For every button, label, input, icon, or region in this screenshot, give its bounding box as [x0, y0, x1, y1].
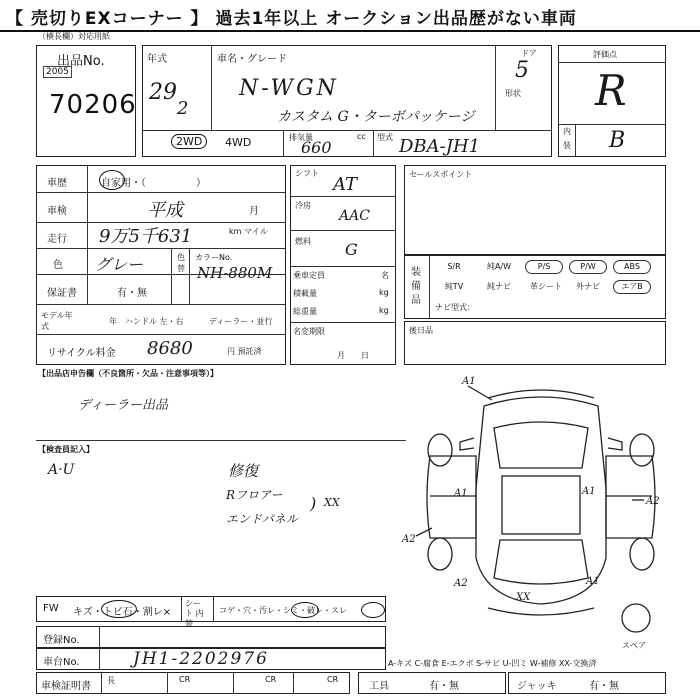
recycle-label: リサイクル料金: [47, 348, 116, 359]
drive-4wd: 4WD: [225, 136, 252, 149]
displacement-unit: cc: [357, 132, 366, 141]
history-circle: [99, 170, 125, 190]
chassis-label: 車台No.: [43, 657, 80, 668]
drive-2wd: 2WD: [171, 134, 207, 149]
lot-number: 70206: [49, 90, 137, 120]
inspection-label: 車検: [47, 206, 67, 217]
inspector-line3: エンドパネル: [226, 512, 298, 526]
displacement-value: 660: [301, 138, 332, 157]
fw-label: FW: [43, 603, 59, 614]
equip-ext-navi: 外ナビ: [576, 282, 600, 291]
grade-value: カスタム G・ターボパッケージ: [277, 109, 475, 125]
vehicle-info-box: [142, 45, 552, 157]
jack-value: 有・無: [589, 681, 619, 692]
dealer-label: ディーラー・並行: [209, 317, 273, 326]
color-no-value: NH-880M: [197, 264, 273, 282]
door-value: 5: [515, 58, 529, 83]
capacity-label: 乗車定員: [293, 271, 325, 280]
seller-notes-label: 【出品店申告欄（不良箇所・欠品・注意事項等）】: [38, 369, 218, 378]
history-box: [36, 165, 286, 365]
aircon-value: AAC: [339, 208, 370, 224]
tools-label: 工具: [369, 681, 389, 692]
handle-label: ハンドル 左・右: [125, 317, 184, 326]
name-value: N-WGN: [239, 76, 339, 101]
shift-value: AT: [333, 174, 358, 195]
interior-value: B: [609, 128, 626, 153]
model-value: DBA-JH1: [399, 136, 481, 157]
inspector-label: 【検査員記入】: [38, 445, 94, 454]
registration-row: [36, 626, 386, 648]
interior-label-1: 内: [563, 127, 571, 136]
jack-row: [508, 672, 666, 694]
door-label: ドア: [521, 49, 537, 58]
equip-pw: P/W: [569, 260, 607, 274]
capacity-unit: 名: [381, 271, 389, 280]
color-value: グレー: [95, 255, 144, 274]
month-value: 2: [177, 98, 189, 119]
warranty-label: 保証書: [47, 288, 77, 299]
equip-alloy: 純A/W: [486, 262, 512, 271]
equip-leather: 革シート: [530, 282, 562, 291]
header-title: 【 売切りEXコーナー 】 過去1年以上 オークション出品歴がない車両: [6, 9, 577, 29]
score-label: 評価点: [593, 50, 617, 59]
name-label: 車名・グレード: [217, 54, 287, 65]
seat-circle-2: [361, 602, 385, 618]
inspector-line1-left: A·U: [48, 462, 75, 478]
jack-label: ジャッキ: [517, 681, 557, 692]
shift-label: シフト: [295, 169, 319, 178]
color-label: 色: [53, 260, 63, 271]
fw-seat-row: [36, 596, 386, 628]
load-label: 積載量: [293, 289, 317, 298]
registration-label: 登録No.: [43, 635, 80, 646]
docs-cell-1: 長: [107, 676, 115, 685]
mark-rear-left-a2: A2: [454, 578, 468, 589]
equipment-label: 装備品: [411, 267, 421, 306]
docs-label: 車検証明書: [41, 681, 91, 692]
sales-point-label: セールスポイント: [409, 170, 473, 179]
displacement-label: 排気量: [289, 133, 313, 142]
equip-abs: ABS: [613, 260, 651, 274]
equip-sr: S/R: [447, 262, 461, 271]
score-value: R: [595, 66, 627, 115]
model-year-label: モデル年式: [41, 311, 73, 331]
lot-label: 出品No.: [57, 54, 105, 69]
equip-navi: 純ナビ: [487, 282, 511, 291]
seat-values: コゲ・穴・汚レ・シミ・破レ・スレ: [219, 606, 347, 615]
weight-unit: kg: [379, 306, 389, 315]
inspector-line1-right: 修復: [228, 462, 259, 480]
inspection-month: 月: [249, 206, 259, 217]
model-label: 型式: [377, 133, 393, 142]
mark-rear-xx: XX: [516, 592, 531, 603]
load-unit: kg: [379, 288, 389, 297]
form-note: （横長欄）対応用紙: [38, 32, 110, 41]
tools-row: [358, 672, 506, 694]
seller-notes-value: ディーラー出品: [78, 398, 168, 413]
mileage-value: 9万5千631: [99, 226, 193, 247]
equip-airbag: エアB: [613, 280, 651, 294]
mark-left-a1: A1: [454, 488, 468, 499]
lot-year-box: 2005: [43, 66, 72, 78]
score-box: [558, 45, 666, 157]
mark-front-a1: A1: [462, 376, 476, 387]
recycle-value: 8680: [147, 338, 193, 359]
history-label: 車歴: [47, 178, 67, 189]
inspector-mark: XX: [324, 496, 340, 509]
docs-cell-3: CR: [265, 675, 277, 684]
fuel-value: G: [345, 240, 358, 259]
model-year-unit: 年: [109, 317, 117, 326]
docs-cell-2: CR: [179, 675, 191, 684]
year-label: 年式: [147, 54, 167, 65]
damage-legend: A-キズ C-腐食 E-エクボ S-サビ U-凹ミ W-補修 XX-交換済: [388, 659, 597, 668]
post-fill-box: [404, 321, 666, 365]
specs-box: [290, 165, 396, 365]
history-options: 自家用・（ ）: [101, 178, 206, 189]
lot-number-box: [36, 45, 136, 157]
interior-label-2: 装: [563, 141, 571, 150]
year-value: 29: [149, 80, 177, 105]
spare-label: スペア: [622, 641, 646, 650]
inspector-bracket: ): [310, 494, 317, 513]
recycle-unit: 円 預託済: [227, 347, 262, 356]
car-damage-diagram: [396, 368, 686, 638]
page-header: [0, 0, 700, 32]
docs-row: [36, 672, 350, 694]
name-change-unit: 月 日: [337, 351, 369, 360]
fw-values: キズ・トビ石・割レ×: [73, 607, 172, 618]
chassis-value: JH1-2202976: [133, 649, 269, 669]
weight-label: 総重量: [293, 307, 317, 316]
mark-right-a1: A1: [582, 486, 596, 497]
equip-tv: 純TV: [444, 282, 464, 291]
mark-rear-right-a1: A1: [586, 576, 600, 587]
sales-point-box: [404, 165, 666, 255]
shape-label: 形状: [505, 89, 521, 98]
navi-label: ナビ型式：: [435, 303, 475, 312]
tools-value: 有・無: [429, 681, 459, 692]
aircon-label: 冷房: [295, 201, 311, 210]
chassis-row: [36, 648, 386, 670]
warranty-value: 有・無: [117, 288, 147, 299]
fuel-label: 燃料: [295, 237, 311, 246]
docs-cell-4: CR: [327, 675, 339, 684]
seat-circle-1: [291, 602, 319, 618]
mark-left-a2: A2: [402, 534, 416, 545]
mileage-label: 走行: [47, 234, 67, 245]
color-change-label: 色替: [177, 253, 185, 273]
color-no-label: カラーNo.: [195, 253, 233, 262]
seat-label: シート 内装: [185, 599, 204, 628]
fw-circle: [101, 600, 137, 618]
equip-ps: P/S: [525, 260, 563, 274]
inspection-value: 平成: [147, 200, 183, 221]
mileage-unit: km マイル: [229, 227, 268, 236]
equipment-box: [404, 255, 666, 319]
post-fill-label: 後日品: [409, 326, 433, 335]
name-change-label: 名変期限: [293, 327, 325, 336]
inspector-line2: Rフロアー: [226, 488, 283, 502]
mark-right-a2: A2: [646, 496, 660, 507]
